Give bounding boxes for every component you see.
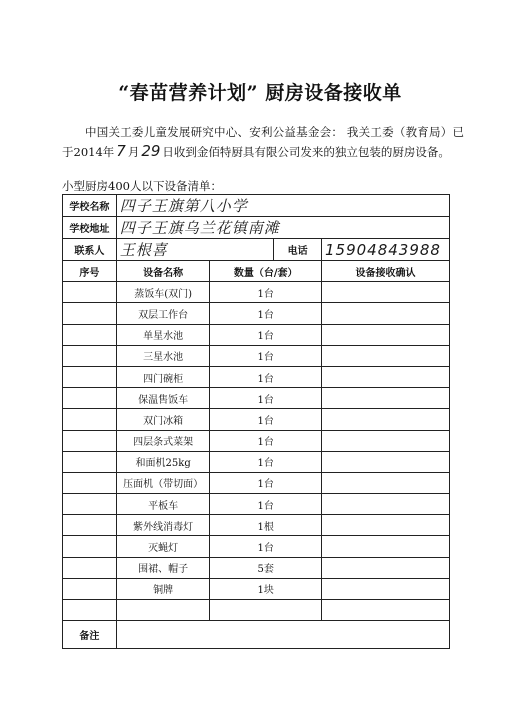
equipment-name: 铜牌 xyxy=(116,578,210,599)
row-no xyxy=(63,600,117,621)
equipment-name: 蒸饭车(双门) xyxy=(116,282,210,303)
equipment-form-table xyxy=(62,194,450,649)
table-row xyxy=(63,282,450,303)
row-no xyxy=(63,303,117,324)
receipt-confirm-cell[interactable] xyxy=(322,409,450,430)
receipt-confirm-cell[interactable] xyxy=(322,578,450,599)
equipment-qty: 1台 xyxy=(210,536,322,557)
equipment-qty: 1根 xyxy=(210,515,322,536)
receipt-confirm-cell[interactable] xyxy=(322,345,450,366)
school-name-label: 学校名称 xyxy=(63,195,117,217)
intro-text-part3: 日收到金佰特厨具有限公司发来的独立包装的厨房设备。 xyxy=(162,145,450,159)
row-no xyxy=(63,430,117,451)
equipment-name: 紫外线消毒灯 xyxy=(116,515,210,536)
intro-text-part2: 月 xyxy=(127,145,140,159)
handwritten-day: 29 xyxy=(141,142,161,160)
table-row xyxy=(63,557,450,578)
receipt-confirm-cell[interactable] xyxy=(322,366,450,387)
remarks-label: 备注 xyxy=(63,621,117,649)
row-no xyxy=(63,409,117,430)
remarks-row xyxy=(63,621,450,649)
row-no xyxy=(63,345,117,366)
receipt-confirm-cell[interactable] xyxy=(322,388,450,409)
intro-text-part1: 中国关工委儿童发展研究中心、安利公益基金会： 我关工委（教育局）已于2014年 xyxy=(62,125,464,159)
equipment-name: 四门碗柜 xyxy=(116,366,210,387)
receipt-confirm-cell[interactable] xyxy=(322,515,450,536)
equipment-name: 三星水池 xyxy=(116,345,210,366)
phone-label: 电话 xyxy=(274,239,322,261)
equipment-name: 平板车 xyxy=(116,494,210,515)
header-qty: 数量（台/套） xyxy=(210,261,322,282)
receipt-confirm-cell[interactable] xyxy=(322,494,450,515)
equipment-qty: 1台 xyxy=(210,282,322,303)
row-no xyxy=(63,324,117,345)
phone-value: 15904843988 xyxy=(322,239,450,261)
receipt-confirm-cell[interactable] xyxy=(322,472,450,493)
receipt-confirm-cell[interactable] xyxy=(322,557,450,578)
contact-value: 王根喜 xyxy=(116,239,273,261)
intro-paragraph xyxy=(62,123,464,162)
table-row xyxy=(63,388,450,409)
equipment-name: 压面机（带切面） xyxy=(116,472,210,493)
header-confirm: 设备接收确认 xyxy=(322,261,450,282)
row-no xyxy=(63,557,117,578)
equipment-qty: 1台 xyxy=(210,409,322,430)
school-name-value: 四子王旗第八小学 xyxy=(116,195,449,217)
equipment-qty: 1台 xyxy=(210,303,322,324)
document-title: “春苗营养计划” 厨房设备接收单 xyxy=(118,82,402,104)
equipment-qty: 1台 xyxy=(210,366,322,387)
table-row xyxy=(63,345,450,366)
equipment-qty xyxy=(210,600,322,621)
school-address-label: 学校地址 xyxy=(63,217,117,239)
school-address-value: 四子王旗乌兰花镇南滩 xyxy=(116,217,449,239)
equipment-name: 双门冰箱 xyxy=(116,409,210,430)
receipt-confirm-cell[interactable] xyxy=(322,600,450,621)
receipt-confirm-cell[interactable] xyxy=(322,303,450,324)
equipment-name xyxy=(116,600,210,621)
receipt-confirm-cell[interactable] xyxy=(322,536,450,557)
table-row xyxy=(63,303,450,324)
receipt-confirm-cell[interactable] xyxy=(322,451,450,472)
row-no xyxy=(63,472,117,493)
equipment-name: 和面机25kg xyxy=(116,451,210,472)
equipment-qty: 1台 xyxy=(210,472,322,493)
equipment-name: 围裙、帽子 xyxy=(116,557,210,578)
row-no xyxy=(63,282,117,303)
equipment-qty: 1台 xyxy=(210,388,322,409)
equipment-name: 四层条式菜架 xyxy=(116,430,210,451)
table-row xyxy=(63,515,450,536)
table-row xyxy=(63,451,450,472)
table-row xyxy=(63,409,450,430)
header-name: 设备名称 xyxy=(116,261,210,282)
table-row xyxy=(63,536,450,557)
table-row xyxy=(63,578,450,599)
table-row xyxy=(63,494,450,515)
handwritten-month: 7 xyxy=(116,142,126,160)
receipt-confirm-cell[interactable] xyxy=(322,430,450,451)
equipment-qty: 1台 xyxy=(210,451,322,472)
equipment-name: 单星水池 xyxy=(116,324,210,345)
row-no xyxy=(63,494,117,515)
equipment-qty: 1块 xyxy=(210,578,322,599)
row-no xyxy=(63,536,117,557)
table-row xyxy=(63,324,450,345)
contact-row xyxy=(63,239,450,261)
equipment-qty: 1台 xyxy=(210,430,322,451)
row-no xyxy=(63,388,117,409)
equipment-qty: 1台 xyxy=(210,494,322,515)
remarks-cell[interactable] xyxy=(116,621,449,649)
equipment-qty: 1台 xyxy=(210,345,322,366)
row-no xyxy=(63,451,117,472)
contact-label: 联系人 xyxy=(63,239,117,261)
table-row xyxy=(63,472,450,493)
receipt-confirm-cell[interactable] xyxy=(322,282,450,303)
table-row xyxy=(63,366,450,387)
header-no: 序号 xyxy=(63,261,117,282)
school-address-row xyxy=(63,217,450,239)
school-name-row xyxy=(63,195,450,217)
receipt-confirm-cell[interactable] xyxy=(322,324,450,345)
equipment-name: 保温售饭车 xyxy=(116,388,210,409)
equipment-name: 灭蝇灯 xyxy=(116,536,210,557)
row-no xyxy=(63,515,117,536)
table-row-empty xyxy=(63,600,450,621)
row-no xyxy=(63,578,117,599)
table-row xyxy=(63,430,450,451)
row-no xyxy=(63,366,117,387)
equipment-qty: 5套 xyxy=(210,557,322,578)
table-header-row xyxy=(63,261,450,282)
equipment-qty: 1台 xyxy=(210,324,322,345)
equipment-name: 双层工作台 xyxy=(116,303,210,324)
list-caption: 小型厨房400人以下设备清单： xyxy=(62,179,222,193)
